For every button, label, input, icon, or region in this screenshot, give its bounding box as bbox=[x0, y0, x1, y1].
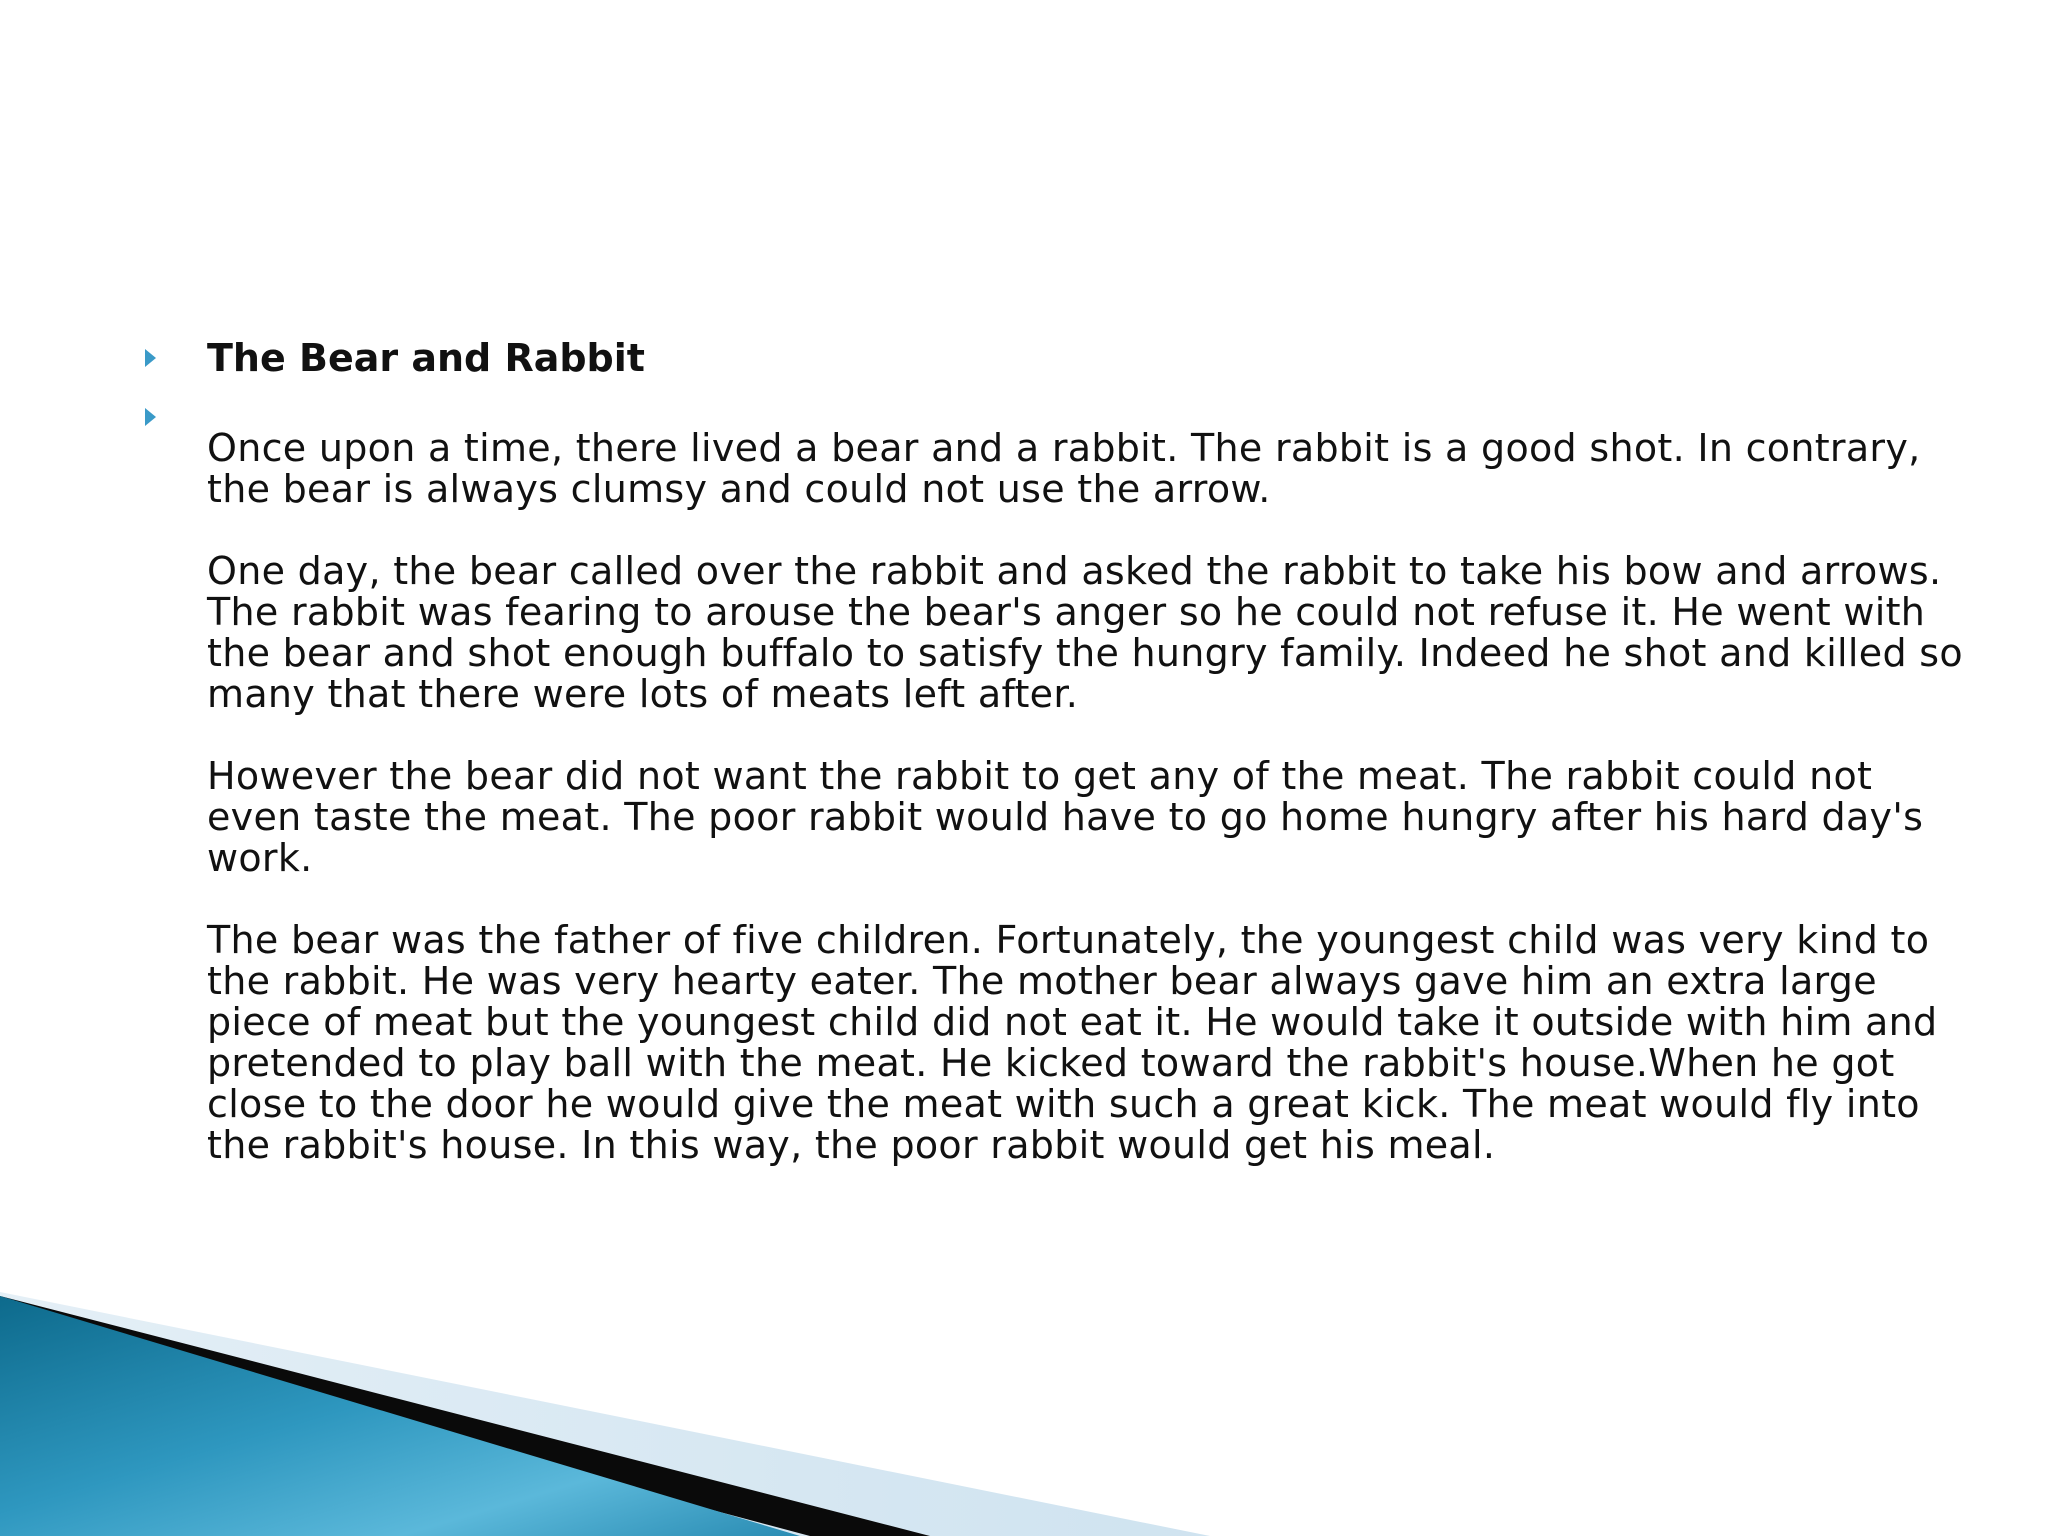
story-paragraph-5: The bear was the father of five children. Fortunately, the youngest child was very kind to the rabbit. He was very hearty eater. The mother bear always gave him an extra large piece of meat but the youngest child did not eat it. He would take it outside with him and pretended to play ball with the meat. He kicked toward the rabbit's house.When he got close to the door he would give the meat with such a great kick. The meat would fly into the rabbit's house. In this way, the poor rabbit would get his meal. bbox=[207, 918, 1938, 1167]
title-bullet-item bbox=[145, 330, 1975, 386]
triangle-right-bullet-icon bbox=[145, 349, 156, 367]
slide-body bbox=[145, 330, 1975, 1166]
triangle-right-bullet-icon bbox=[145, 408, 156, 426]
blue-wave bbox=[0, 1296, 800, 1536]
story-paragraph-2: One day, the bear called over the rabbit and asked the rabbit to take his bow and arrows. bbox=[207, 549, 1942, 593]
story-title: The Bear and Rabbit bbox=[207, 336, 645, 380]
story-text bbox=[207, 400, 1975, 1166]
story-paragraph-3: The rabbit was fearing to arouse the bear's anger so he could not refuse it. He went with the bear and shot enough buffalo to satisfy the hungry family. Indeed he shot and killed so many that there were lots of meats left after. bbox=[207, 590, 1963, 716]
story-bullet-item bbox=[145, 400, 1975, 1166]
story-paragraph-4: However the bear did not want the rabbit to get any of the meat. The rabbit could not even taste the meat. The poor rabbit would have to go home hungry after his hard day's work. bbox=[207, 754, 1924, 880]
story-paragraph-1: Once upon a time, there lived a bear and a rabbit. The rabbit is a good shot. In contrary, the bear is always clumsy and could not use the arrow. bbox=[207, 426, 1921, 511]
